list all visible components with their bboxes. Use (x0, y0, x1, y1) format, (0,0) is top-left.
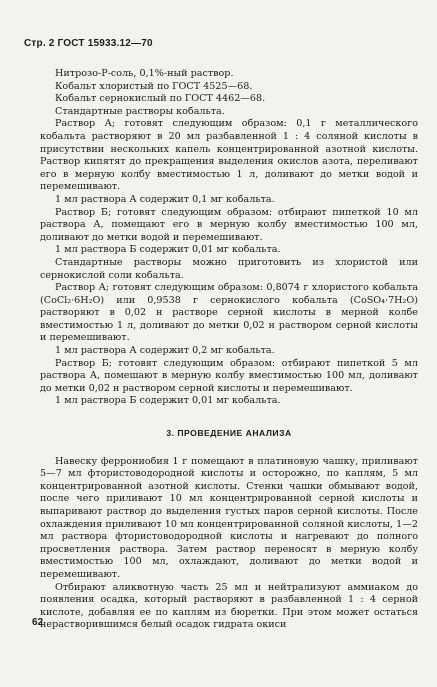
paragraph: Отбирают аликвотную часть 25 мл и нейтрализуют аммиаком до появления осадка, который растворяют в разбавленной 1 : 4 серной кислоте, добавляя ее по каплям из бюретки. При этом может остаться нерастворившимся белый осадок гидрата окиси (40, 581, 418, 631)
paragraph: 1 мл раствора Б содержит 0,01 мг кобальта. (55, 244, 281, 256)
paragraph: Раствор Б; готовят следующим образом: отбирают пипеткой 10 мл раствора А, помещают его в мерную колбу вместимостью 100 мл, доливают до метки водой и перемешивают. (40, 206, 418, 243)
paragraph: Раствор А; готовят следующим образом: 0,8074 г хлористого кобальта (CoCl₂·6H₂O) или 0,9538 г сернокислого кобальта (CoSO₄·7H₂O) растворяют в 0,02 н растворе серной кислоты в мерной колбе вместимостью 1 л, доливают до метки 0,02 н раствором серной кислоты и перемешивают. (40, 282, 418, 344)
page-body (40, 68, 418, 632)
paragraph: 1 мл раствора А содержит 0,1 мг кобальта. (55, 193, 275, 205)
reagent-line: Нитрозо-Р-соль, 0,1%-ный раствор. (55, 68, 234, 79)
reagent-line: Кобальт хлористый по ГОСТ 4525—68. (55, 80, 253, 92)
section-title: 3. ПРОВЕДЕНИЕ АНАЛИЗА (166, 428, 292, 439)
paragraph: 1 мл раствора Б содержит 0,01 мг кобальта. (55, 395, 281, 407)
paragraph: Стандартные растворы можно приготовить из хлористой или сернокислой соли кобальта. (40, 256, 418, 281)
paragraph: 1 мл раствора А содержит 0,2 мг кобальта. (55, 345, 275, 357)
reagent-line: Стандартные растворы кобальта. (55, 105, 225, 117)
reagent-line: Кобальт сернокислый по ГОСТ 4462—68. (55, 93, 266, 105)
paragraph: Раствор Б; готовят следующим образом: отбирают пипеткой 5 мл раствора А, помешают в мерную колбу вместимостью 100 мл, доливают до метки 0,02 н раствором серной кислоты и перемешивают. (40, 357, 418, 394)
paragraph: Навеску феррониобия 1 г помещают в платиновую чашку, приливают 5—7 мл фтористоводородной кислоты и осторожно, по каплям, 5 мл концентрированной азотной кислоты. Стенки чашки обмывают водой, после чего приливают 10 мл концентрированной серной кислоты и выпаривают раствор до выделения густых паров серной кислоты. После охлаждения приливают 10 мл концентрированной соляной кислоты, 1—2 мл раствора фтористоводородной кислоты и нагревают до полного просветления раствора. Затем раствор переносят в мерную колбу вместимостью 100 мл, охлаждают, доливают до метки водой и перемешивают. (40, 455, 418, 580)
paragraph: Раствор А; готовят следующим образом: 0,1 г металлического кобальта растворяют в 20 мл разбавленной 1 : 4 соляной кислоты в присутствии нескольких капель концентрированной азотной кислоты. Раствор кипятят до прекращения выделения окислов азота, переливают его в мерную колбу вместимостью 1 л, доливают до метки водой и перемешивают. (40, 118, 418, 193)
page-number: 62 (32, 617, 44, 628)
page-header: Стр. 2 ГОСТ 15933.12—70 (24, 38, 153, 49)
